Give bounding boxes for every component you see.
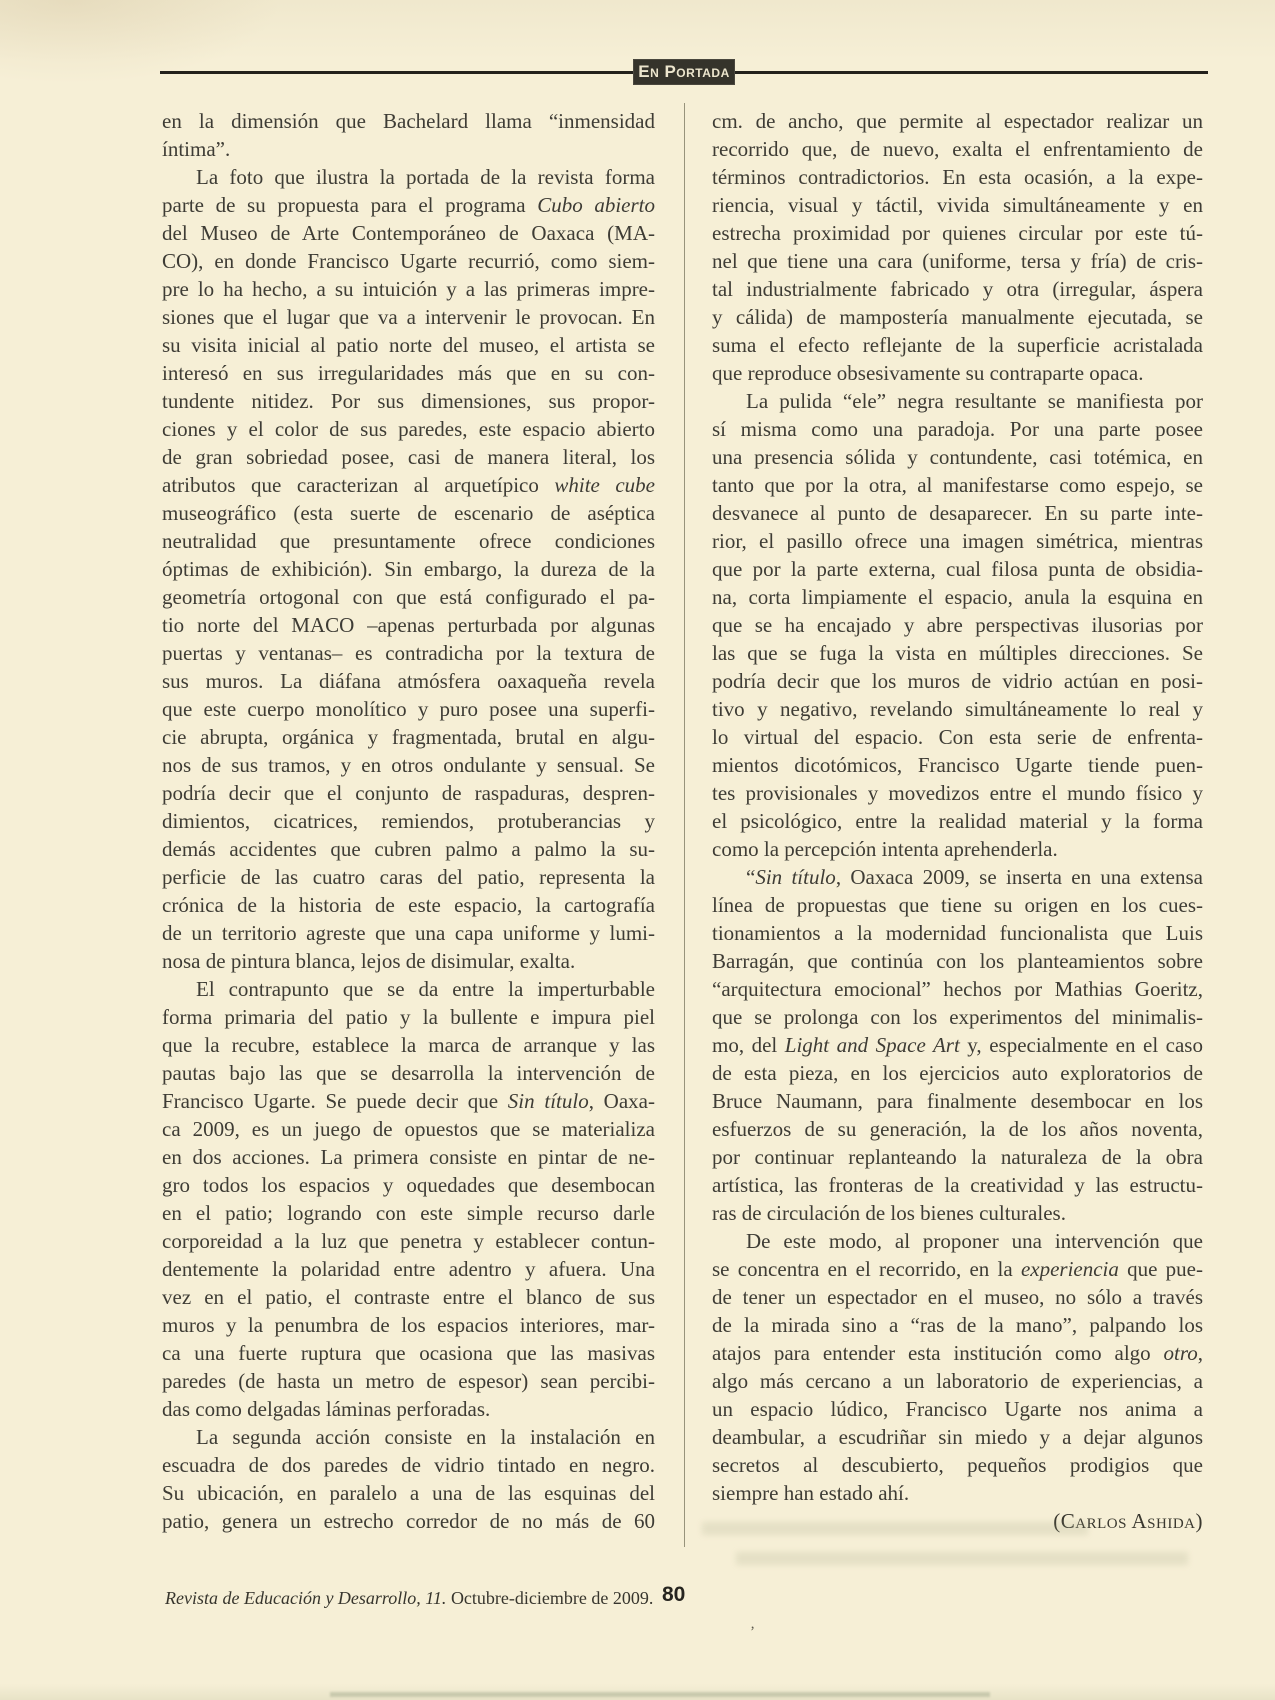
text-line: su visita inicial al patio norte del museo, el artista se xyxy=(162,333,655,357)
text-line: artística, las fronteras de la creatividad y las estructu- xyxy=(712,1173,1203,1197)
text-line: riencia, visual y táctil, vivida simultáneamente y en xyxy=(712,193,1203,217)
text-line: demás accidentes que cubren palmo a palmo la su- xyxy=(162,837,655,861)
text-line: que se ha encajado y abre perspectivas ilusorias por xyxy=(712,613,1203,637)
text-line: podría decir que los muros de vidrio actúan en posi- xyxy=(712,669,1203,693)
text-line: neutralidad que presuntamente ofrece condiciones xyxy=(162,529,655,553)
text-line: pautas bajo las que se desarrolla la intervención de xyxy=(162,1061,655,1085)
text-line: tionamientos a la modernidad funcionalista que Luis xyxy=(712,921,1203,945)
text-line: atajos para entender esta institución como algo otro, xyxy=(712,1341,1203,1365)
text-line: una presencia sólida y contundente, casi totémica, en xyxy=(712,445,1203,469)
text-line: nel que tiene una cara (uniforme, tersa y fría) de cris- xyxy=(712,249,1203,273)
text-line: mo, del Light and Space Art y, especialmente en el caso xyxy=(712,1033,1203,1057)
text-line: términos contradictorios. En esta ocasión, a la expe- xyxy=(712,165,1203,189)
text-line: nos de sus tramos, y en otros ondulante y sensual. Se xyxy=(162,753,655,777)
text-line: como la percepción intenta aprehenderla. xyxy=(712,837,1058,861)
footer-issue-date: Octubre-diciembre de 2009. xyxy=(450,1588,654,1608)
text-line: en el patio; logrando con este simple recurso darle xyxy=(162,1201,655,1225)
text-line: Su ubicación, en paralelo a una de las esquinas del xyxy=(162,1481,655,1505)
text-line: recorrido que, de nuevo, exalta el enfrentamiento de xyxy=(712,137,1203,161)
text-line: que la recubre, establece la marca de arranque y las xyxy=(162,1033,655,1057)
text-line: por continuar replanteando la naturaleza de la obra xyxy=(712,1145,1203,1169)
text-line: un espacio lúdico, Francisco Ugarte nos anima a xyxy=(712,1397,1203,1421)
text-line: pre lo ha hecho, a su intuición y a las primeras impre- xyxy=(162,277,655,301)
author-signature: (Carlos Ashida) xyxy=(1053,1509,1203,1533)
text-line: podría decir que el conjunto de raspaduras, despren- xyxy=(162,781,655,805)
text-line: La segunda acción consiste en la instalación en xyxy=(196,1425,655,1449)
text-line: el psicológico, entre la realidad material y la forma xyxy=(712,809,1203,833)
text-line: Barragán, que continúa con los planteamientos sobre xyxy=(712,949,1203,973)
text-line: rior, el pasillo ofrece una imagen simétrica, mientras xyxy=(712,529,1203,553)
text-line: nosa de pintura blanca, lejos de disimular, exalta. xyxy=(162,949,576,973)
text-line: El contrapunto que se da entre la imperturbable xyxy=(196,977,655,1001)
text-line: que se prolonga con los experimentos del minimalis- xyxy=(712,1005,1203,1029)
text-line: de gran sobriedad posee, casi de manera literal, los xyxy=(162,445,655,469)
text-line: corporeidad a la luz que penetra y establecer contun- xyxy=(162,1229,655,1253)
text-line: las que se fuga la vista en múltiples direcciones. Se xyxy=(712,641,1203,665)
text-line: que reproduce obsesivamente su contraparte opaca. xyxy=(712,361,1144,385)
text-line: geometría ortogonal con que está configurado el pa- xyxy=(162,585,655,609)
text-line: gro todos los espacios y oquedades que desembocan xyxy=(162,1173,655,1197)
text-line: vez en el patio, el contraste entre el blanco de sus xyxy=(162,1285,655,1309)
text-line: sí misma como una paradoja. Por una parte posee xyxy=(712,417,1203,441)
text-line: sus muros. La diáfana atmósfera oaxaqueña revela xyxy=(162,669,655,693)
footer-citation xyxy=(165,1588,653,1609)
text-line: ciones y el color de sus paredes, este espacio abierto xyxy=(162,417,655,441)
text-line: mientos dicotómicos, Francisco Ugarte tiende puen- xyxy=(712,753,1203,777)
column-divider-rule xyxy=(684,103,685,1547)
text-line: La pulida “ele” negra resultante se manifiesta por xyxy=(746,389,1203,413)
page-bottom-bleed-artifact xyxy=(330,1692,990,1697)
text-line: que por la parte externa, cual filosa punta de obsidia- xyxy=(712,557,1203,581)
text-line: suma el efecto reflejante de la superficie acristalada xyxy=(712,333,1203,357)
text-line: esfuerzos de su generación, la de los años noventa, xyxy=(712,1117,1203,1141)
text-line: interesó en sus irregularidades más que en su con- xyxy=(162,361,655,385)
text-line: íntima”. xyxy=(162,137,231,161)
text-line: se concentra en el recorrido, en la experiencia que pue- xyxy=(712,1257,1203,1281)
text-line: secretos al descubierto, pequeños prodigios que xyxy=(712,1453,1203,1477)
text-line: “Sin título, Oaxaca 2009, se inserta en una extensa xyxy=(746,865,1203,889)
text-line: museográfico (esta suerte de escenario de aséptica xyxy=(162,501,655,525)
text-line: de esta pieza, en los ejercicios auto exploratorios de xyxy=(712,1061,1203,1085)
section-banner: En Portada xyxy=(633,59,735,85)
left-column xyxy=(162,107,655,1535)
text-line: en dos acciones. La primera consiste en pintar de ne- xyxy=(162,1145,655,1169)
footer-journal-title: Revista de Educación y Desarrollo, 11. xyxy=(165,1588,447,1608)
text-line: Francisco Ugarte. Se puede decir que Sin título, Oaxa- xyxy=(162,1089,655,1113)
text-line: forma primaria del patio y la bullente e impura piel xyxy=(162,1005,655,1029)
text-line: cm. de ancho, que permite al espectador realizar un xyxy=(712,109,1203,133)
page-number: 80 xyxy=(662,1583,686,1606)
text-line: tanto que por la otra, al manifestarse como espejo, se xyxy=(712,473,1203,497)
text-line: tes provisionales y movedizos entre el mundo físico y xyxy=(712,781,1203,805)
text-line: de tener un espectador en el museo, no sólo a través xyxy=(712,1285,1203,1309)
left-column-lines xyxy=(162,107,655,1535)
text-line: deambular, a escudriñar sin miedo y a dejar algunos xyxy=(712,1425,1203,1449)
text-line: siempre han estado ahí. xyxy=(712,1481,910,1505)
right-column xyxy=(712,107,1203,1535)
text-line: en la dimensión que Bachelard llama “inmensidad xyxy=(162,109,655,133)
text-line: de un territorio agreste que una capa uniforme y lumi- xyxy=(162,921,655,945)
text-line: crónica de la historia de este espacio, la cartografía xyxy=(162,893,655,917)
text-line: atributos que caracterizan al arquetípico white cube xyxy=(162,473,655,497)
stray-mark-artifact: ’ xyxy=(750,1624,755,1640)
text-line: tio norte del MACO –apenas perturbada por algunas xyxy=(162,613,655,637)
text-line: lo virtual del espacio. Con esta serie de enfrenta- xyxy=(712,725,1203,749)
text-line: que este cuerpo monolítico y puro posee una superfi- xyxy=(162,697,655,721)
text-line: siones que el lugar que va a intervenir le provocan. En xyxy=(162,305,655,329)
text-line: tivo y negativo, revelando simultáneamente lo real y xyxy=(712,697,1203,721)
ink-bleed-artifact xyxy=(736,1552,1188,1565)
text-line: algo más cercano a un laboratorio de experiencias, a xyxy=(712,1369,1203,1393)
text-line: del Museo de Arte Contemporáneo de Oaxaca (MA- xyxy=(162,221,655,245)
text-line: dentemente la polaridad entre adentro y afuera. Una xyxy=(162,1257,655,1281)
ink-bleed-artifact xyxy=(702,1522,1088,1535)
text-line: dimientos, cicatrices, remiendos, protuberancias y xyxy=(162,809,655,833)
text-line: ca 2009, es un juego de opuestos que se materializa xyxy=(162,1117,655,1141)
text-line: Bruce Naumann, para finalmente desembocar en los xyxy=(712,1089,1203,1113)
text-line: paredes (de hasta un metro de espesor) sean percibi- xyxy=(162,1369,655,1393)
text-line: línea de propuestas que tiene su origen en los cues- xyxy=(712,893,1203,917)
text-line: puertas y ventanas– es contradicha por la textura de xyxy=(162,641,655,665)
text-line: parte de su propuesta para el programa Cubo abierto xyxy=(162,193,655,217)
text-line: La foto que ilustra la portada de la revista forma xyxy=(196,165,655,189)
text-line: muros y la penumbra de los espacios interiores, mar- xyxy=(162,1313,655,1337)
text-line: estrecha proximidad por quienes circular por este tú- xyxy=(712,221,1203,245)
text-line: cie abrupta, orgánica y fragmentada, brutal en algu- xyxy=(162,725,655,749)
text-line: desvanece al punto de desaparecer. En su parte inte- xyxy=(712,501,1203,525)
text-line: na, corta limpiamente el espacio, anula la esquina en xyxy=(712,585,1203,609)
text-line: ca una fuerte ruptura que ocasiona que las masivas xyxy=(162,1341,655,1365)
text-line: “arquitectura emocional” hechos por Mathias Goeritz, xyxy=(712,977,1203,1001)
text-line: ras de circulación de los bienes culturales. xyxy=(712,1201,1066,1225)
text-line: tundente nitidez. Por sus dimensiones, sus propor- xyxy=(162,389,655,413)
text-line: y cálida) de mampostería manualmente ejecutada, se xyxy=(712,305,1203,329)
right-column-lines xyxy=(712,107,1203,1507)
text-line: patio, genera un estrecho corredor de no más de 60 xyxy=(162,1509,655,1533)
text-line: óptimas de exhibición). Sin embargo, la dureza de la xyxy=(162,557,655,581)
text-line: escuadra de dos paredes de vidrio tintado en negro. xyxy=(162,1453,655,1477)
text-line: das como delgadas láminas perforadas. xyxy=(162,1397,491,1421)
text-line: tal industrialmente fabricado y otra (irregular, áspera xyxy=(712,277,1203,301)
text-line: CO), en donde Francisco Ugarte recurrió, como siem- xyxy=(162,249,655,273)
text-line: De este modo, al proponer una intervención que xyxy=(746,1229,1203,1253)
text-line: perficie de las cuatro caras del patio, representa la xyxy=(162,865,655,889)
text-line: de la mirada sino a “ras de la mano”, palpando los xyxy=(712,1313,1203,1337)
